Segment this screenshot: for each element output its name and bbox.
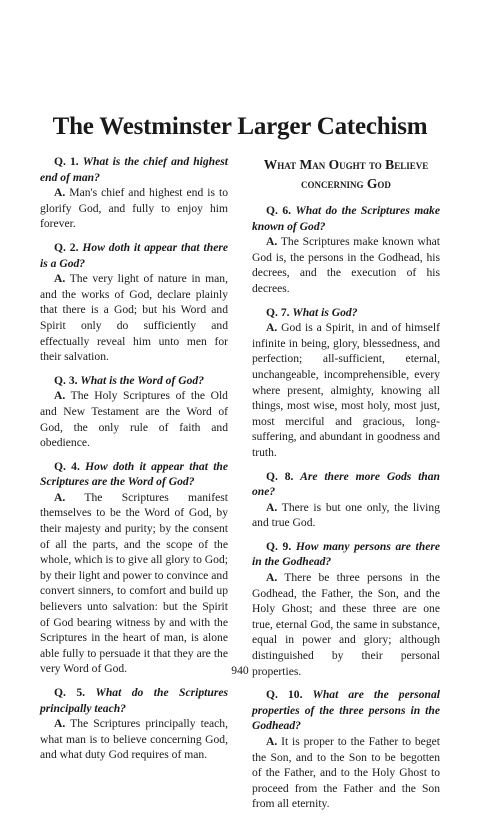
qa-item-2 <box>40 240 228 365</box>
answer-text: The Holy Scriptures of the Old and New Testament are the Word of God, the only rule of faith and obedience. <box>40 389 228 450</box>
question-number: Q. 4. <box>54 459 80 473</box>
answer-label: A. <box>54 186 66 200</box>
question-text: What do the Scriptures make known of God? <box>252 204 441 233</box>
answer-label: A. <box>266 235 278 249</box>
answer-text: There is but one only, the living and true God. <box>252 500 440 530</box>
question-text: What are the personal properties of the three persons in the Godhead? <box>252 688 441 733</box>
answer-text: It is proper to the Father to beget the Son, and to the Son to be begotten of the Father, and to the Holy Ghost to proceed from the Father and the Son from all eternity. <box>252 735 440 811</box>
question-text: What is the chief and highest end of man? <box>40 155 228 184</box>
question-number: Q. 9. <box>266 539 292 553</box>
question-text: How doth it appear that the Scriptures are the Word of God? <box>40 459 229 489</box>
question <box>40 685 228 716</box>
answer <box>40 388 228 450</box>
answer-label: A. <box>266 321 278 335</box>
question <box>252 687 440 734</box>
question <box>252 305 440 321</box>
question <box>40 240 228 271</box>
answer-text: Man's chief and highest end is to glorify God, and fully to enjoy him forever. <box>40 186 228 231</box>
question-number: Q. 10. <box>266 688 303 702</box>
qa-item-3 <box>40 373 228 451</box>
answer <box>252 320 440 460</box>
question-number: Q. 5. <box>54 686 86 699</box>
answer-label: A. <box>266 571 278 585</box>
question-number: Q. 3. <box>54 373 78 387</box>
question <box>40 154 228 185</box>
question-text: What do the Scriptures principally teach? <box>40 686 228 715</box>
section-heading-line: What Man Ought to Believe <box>263 157 429 172</box>
qa-item-10 <box>252 687 440 812</box>
answer-text: There be three persons in the Godhead, the Father, the Son, and the Holy Ghost; and these three are one true, eternal God, the same in substance, equal in power and glory; although distinguished by their personal properties. <box>252 571 440 678</box>
question <box>252 469 440 500</box>
section-heading <box>252 155 440 193</box>
qa-item-8 <box>252 469 440 531</box>
question-number: Q. 7. <box>266 305 290 319</box>
answer-label: A. <box>54 272 66 286</box>
answer-text: The very light of nature in man, and the works of God, declare plainly that there is a God; but his Word and Spirit only do sufficiently and effectually reveal him unto men for their salvation. <box>40 272 228 364</box>
answer-label: A. <box>54 717 66 731</box>
answer-text: God is a Spirit, in and of himself infinite in being, glory, blessedness, and perfection; all-sufficient, eternal, unchangeable, incomprehensible, every where present, almighty, knowing all things, most wise, most holy, most just, most merciful and gracious, long-suffering, and abundant in goodness and truth. <box>252 321 440 459</box>
question-text: Are there more Gods than one? <box>252 469 440 499</box>
question <box>40 373 228 389</box>
answer-label: A. <box>266 735 278 748</box>
question-number: Q. 8. <box>266 469 294 483</box>
question-text: What is the Word of God? <box>80 373 205 387</box>
left-column <box>40 154 228 771</box>
answer-label: A. <box>54 490 66 504</box>
qa-item-1 <box>40 154 228 232</box>
qa-item-5 <box>40 685 228 763</box>
answer <box>40 490 228 677</box>
question-number: Q. 6. <box>266 204 292 217</box>
question-number: Q. 2. <box>54 240 79 254</box>
question-number: Q. 1. <box>54 155 79 168</box>
question-text: How doth it appear that there is a God? <box>40 240 229 270</box>
answer-text: The Scriptures principally teach, what man is to believe concerning God, and what duty God requires of man. <box>40 717 228 762</box>
answer-label: A. <box>54 389 66 403</box>
answer <box>252 234 440 296</box>
answer <box>40 271 228 365</box>
question <box>252 539 440 570</box>
answer <box>252 734 440 812</box>
answer-text: The Scriptures make known what God is, the persons in the Godhead, his decrees, and the execution of his decrees. <box>252 235 440 295</box>
question-text: What is God? <box>292 305 358 319</box>
right-column <box>252 154 440 820</box>
answer <box>252 570 440 679</box>
qa-item-9 <box>252 539 440 679</box>
question <box>40 459 228 490</box>
question <box>252 203 440 234</box>
qa-item-7 <box>252 305 440 461</box>
answer <box>252 500 440 531</box>
qa-item-4 <box>40 459 228 677</box>
answer-label: A. <box>266 500 278 514</box>
qa-item-6 <box>252 203 440 297</box>
answer <box>40 185 228 232</box>
answer-text: The Scriptures manifest themselves to be the Word of God, by their majesty and purity; by the consent of all the parts, and the scope of the whole, which is to give all glory to God; by their light and power to convince and convert sinners, to comfort and build up believers unto salvation: but the Spirit of God bearing witness by and with the Scriptures in the heart of man, is alone able fully to persuade it that they are the very Word of God. <box>40 490 228 676</box>
answer <box>40 716 228 763</box>
section-heading-line: concerning God <box>301 176 391 191</box>
page-number: 940 <box>231 664 249 677</box>
page-title: The Westminster Larger Catechism <box>52 113 428 140</box>
question-text: How many persons are there in the Godhead? <box>252 539 441 569</box>
